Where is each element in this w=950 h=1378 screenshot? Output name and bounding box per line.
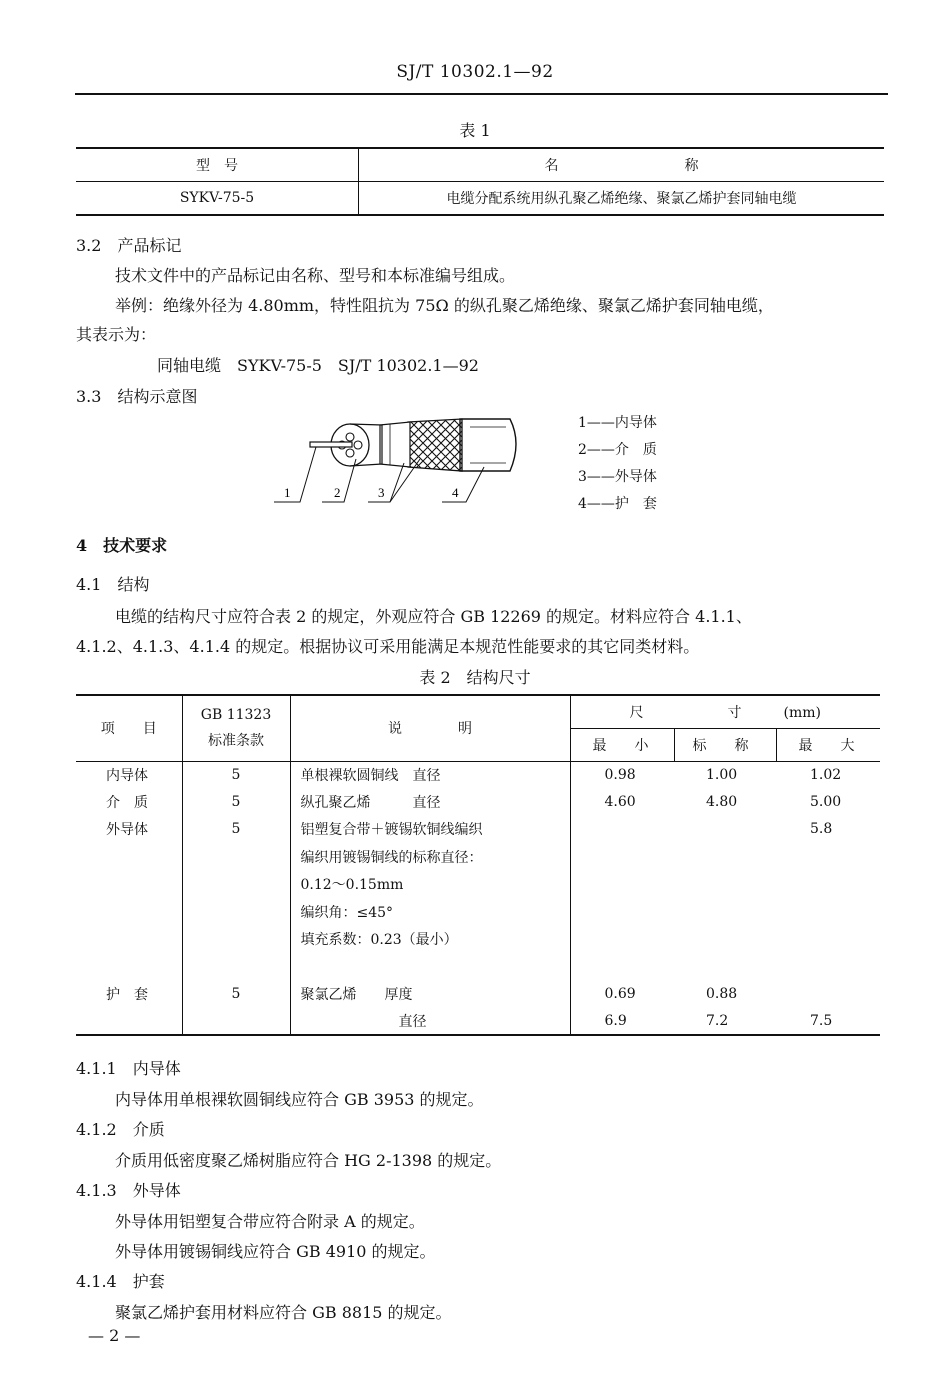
callout-4: 4 [452,485,459,500]
table1-cell-model: SYKV-75-5 [76,182,359,216]
table2-col-clause-line2: 标准条款 [208,733,264,750]
table2-cell-item [76,953,182,980]
table2-cell-nom [674,898,776,925]
table-row [76,925,880,952]
table2-cell-nom [674,816,776,843]
table2-cell-clause: 5 [182,761,290,788]
table-row [76,182,884,216]
table2-cell-min [570,816,674,843]
section-4-1-paragraph: 电缆的结构尺寸应符合表 2 的规定，外观应符合 GB 12269 的规定。材料应符合 4.1.1、 [115,607,752,626]
table2-cell-nom: 7.2 [674,1008,776,1035]
section-4-1-2-heading: 4.1.2 介质 [76,1120,165,1139]
table2-cell-nom [674,871,776,898]
table2-cell-desc: 0.12～0.15mm [290,871,570,898]
table1-col-name: 名 称 [359,148,885,182]
table2-col-clause [182,695,290,761]
legend-item: 4——护 套 [578,496,657,512]
section-4-1-4-text: 聚氯乙烯护套用材料应符合 GB 8815 的规定。 [115,1303,452,1322]
table2-cell-clause: 5 [182,980,290,1007]
section-4-1-heading: 4.1 结构 [76,575,150,594]
table2-cell-max [776,898,880,925]
section-4-1-2-text: 介质用低密度聚乙烯树脂应符合 HG 2-1398 的规定。 [115,1151,502,1170]
table1-col-model: 型 号 [76,148,359,182]
section-4-1-3-text-2: 外导体用镀锡铜线应符合 GB 4910 的规定。 [115,1242,436,1261]
table2-cell-clause: 5 [182,816,290,843]
table-row [76,816,880,843]
table1-header-row [76,148,884,182]
table2-cell-min [570,898,674,925]
section-4-1-3-heading: 4.1.3 外导体 [76,1181,181,1200]
table2-cell-clause [182,843,290,870]
table2-col-size: 尺 寸 (mm) [570,695,880,728]
table2-caption: 表 2 结构尺寸 [419,668,531,687]
cable-structure-diagram [270,407,550,512]
table-row [76,761,880,788]
table2-cell-max: 5.00 [810,794,842,811]
diagram-legend [578,410,657,518]
table2-col-item: 项 目 [76,695,182,761]
table2-cell-max [776,953,880,980]
table2-cell-max: 5.8 [810,821,833,838]
table2-cell-desc: 直径 [290,1008,570,1035]
table2-col-desc: 说 明 [290,695,570,761]
table2-cell-desc: 单根裸软圆铜线 直径 [290,761,570,788]
table2-cell-item [76,898,182,925]
table2-cell-clause [182,925,290,952]
table-row [76,843,880,870]
table2-cell-desc: 聚氯乙烯 厚度 [290,980,570,1007]
table2-col-nom: 标 称 [674,728,776,761]
table2-cell-desc: 编织用镀锡铜线的标称直径： [290,843,570,870]
table2-cell-min: 0.69 [604,985,636,1002]
table2-cell-min [570,953,674,980]
table2-cell-clause [182,898,290,925]
braid-shape [408,419,462,471]
table2-cell-clause [182,1008,290,1035]
table2-cell-nom: 1.00 [706,766,738,783]
section-3-2-paragraph: 技术文件中的产品标记由名称、型号和本标准编号组成。 [115,266,516,285]
table2-cell-min: 6.9 [570,1008,674,1035]
legend-item: 2——介 质 [578,442,657,458]
table2-cell-item [76,1008,182,1035]
table-row [76,871,880,898]
table1-caption: 表 1 [459,121,491,140]
table-row [76,980,880,1007]
legend-item: 1——内导体 [578,415,657,431]
table2-cell-item: 介 质 [76,788,182,815]
callout-2: 2 [334,485,341,500]
table2 [76,694,880,1036]
table2-cell-desc: 纵孔聚乙烯 直径 [290,788,570,815]
section-3-2-example-line: 举例：绝缘外径为 4.80mm，特性阻抗为 75Ω 的纵孔聚乙烯绝缘、聚氯乙烯护套同轴电缆， [115,296,774,315]
table2-col-clause-line1: GB 11323 [200,707,272,724]
standard-number-header: SJ/T 10302.1—92 [396,62,554,82]
header-rule [75,93,888,95]
table2-cell-desc: 铝塑复合带＋镀锡软铜线编织 [290,816,570,843]
table2-cell-clause: 5 [182,788,290,815]
table2-col-min: 最 小 [570,728,674,761]
table2-col-max: 最 大 [776,728,880,761]
legend-item: 3——外导体 [578,469,657,485]
table2-cell-item: 内导体 [76,761,182,788]
table2-cell-max [776,925,880,952]
table2-cell-nom [674,953,776,980]
table2-cell-desc: 编织角：≤45° [290,898,570,925]
table2-cell-max [776,871,880,898]
table2-cell-max [776,843,880,870]
table2-cell-nom: 4.80 [706,794,738,811]
table2-cell-min [570,871,674,898]
table2-cell-item: 外导体 [76,816,182,843]
table2-cell-clause [182,953,290,980]
table2-cell-item: 护 套 [76,980,182,1007]
section-3-2-heading: 3.2 产品标记 [76,236,182,255]
table2-cell-min: 4.60 [604,794,636,811]
table-row [76,898,880,925]
table2-cell-max: 1.02 [810,766,842,783]
callout-1: 1 [284,485,291,500]
product-marking-example: 同轴电缆 SYKV-75-5 SJ/T 10302.1—92 [157,356,479,375]
foil-shape [380,422,410,467]
table2-cell-nom: 0.88 [706,985,738,1002]
page-number: — 2 — [88,1326,141,1345]
table2-cell-item [76,925,182,952]
table2-cell-min: 0.98 [604,766,636,783]
table2-cell-nom [674,843,776,870]
table2-cell-max: 7.5 [776,1008,880,1035]
table1-cell-name: 电缆分配系统用纵孔聚乙烯绝缘、聚氯乙烯护套同轴电缆 [359,182,885,216]
section-4-1-4-heading: 4.1.4 护套 [76,1272,165,1291]
table2-cell-desc: 填充系数：0.23（最小） [290,925,570,952]
table2-cell-min [570,843,674,870]
table2-cell-item [76,871,182,898]
table-row [76,1008,880,1035]
section-3-3-heading: 3.3 结构示意图 [76,387,198,406]
section-3-2-example-line-2: 其表示为： [76,325,157,344]
section-4-heading: 4 技术要求 [76,536,168,555]
table-row [76,788,880,815]
table2-cell-item [76,843,182,870]
section-4-1-1-heading: 4.1.1 内导体 [76,1059,181,1078]
table1 [76,147,884,216]
table2-cell-clause [182,871,290,898]
table-row [76,953,880,980]
table2-cell-min [570,925,674,952]
table2-cell-max [776,980,880,1007]
inner-conductor-shape [310,442,352,447]
table2-cell-nom [674,925,776,952]
table2-cell-desc [290,953,570,980]
section-4-1-1-text: 内导体用单根裸软圆铜线应符合 GB 3953 的规定。 [115,1090,484,1109]
callout-3: 3 [378,485,385,500]
section-4-1-3-text: 外导体用铝塑复合带应符合附录 A 的规定。 [115,1212,425,1231]
section-4-1-paragraph-2: 4.1.2、4.1.3、4.1.4 的规定。根据协议可采用能满足本规范性能要求的其它同类材料。 [76,637,700,656]
